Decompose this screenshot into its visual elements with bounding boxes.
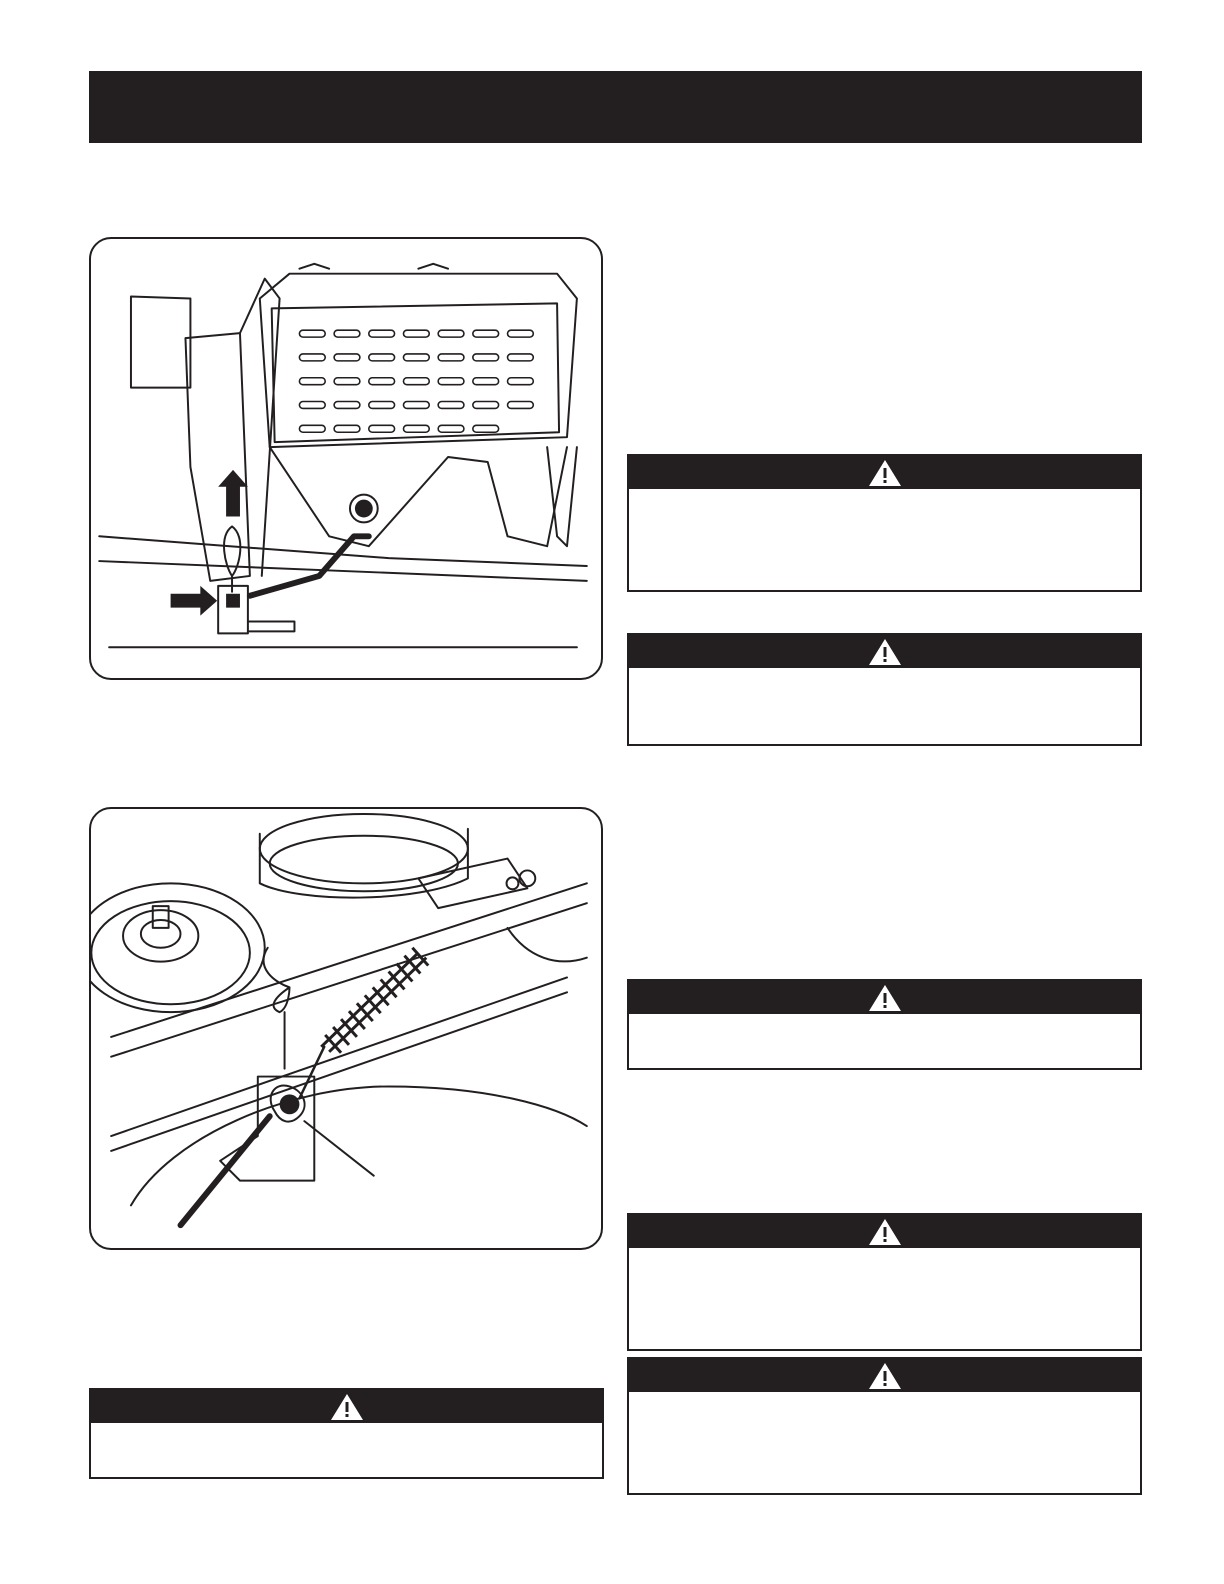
section-header-bar (89, 71, 1142, 143)
figure-deck-lift-pin (89, 237, 603, 680)
figure-cable-spring (89, 807, 603, 1250)
warning-header (629, 1359, 1140, 1392)
up-arrow-icon (218, 470, 248, 517)
warning-text (629, 1248, 1140, 1260)
warning-header (629, 456, 1140, 489)
warning-header (629, 635, 1140, 668)
warning-box-right-4 (627, 1213, 1142, 1351)
deck-lift-illustration (91, 239, 601, 678)
warning-text (629, 668, 1140, 680)
warning-header (629, 981, 1140, 1014)
warning-box-right-5 (627, 1357, 1142, 1495)
warning-triangle-icon (868, 984, 902, 1012)
warning-text (629, 1014, 1140, 1026)
warning-box-right-3 (627, 979, 1142, 1070)
warning-box-right-1 (627, 454, 1142, 592)
warning-triangle-icon (330, 1393, 364, 1421)
warning-text (91, 1423, 602, 1435)
warning-box-right-2 (627, 633, 1142, 746)
warning-text (629, 489, 1140, 501)
right-arrow-icon (171, 586, 218, 616)
warning-triangle-icon (868, 1362, 902, 1390)
warning-triangle-icon (868, 459, 902, 487)
warning-triangle-icon (868, 638, 902, 666)
cable-spring-illustration (91, 809, 601, 1248)
warning-header (91, 1390, 602, 1423)
warning-text (629, 1392, 1140, 1404)
warning-box-left-1 (89, 1388, 604, 1479)
warning-header (629, 1215, 1140, 1248)
warning-triangle-icon (868, 1218, 902, 1246)
